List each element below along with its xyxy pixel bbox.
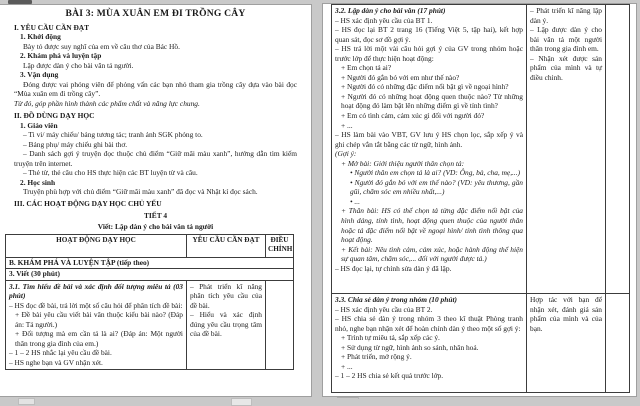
activity-line: + Đề bài yêu cầu viết bài văn thuộc kiểu bài nào? (Đáp án: Tả người.): [15, 310, 183, 329]
header-hoat-dong: HOẠT ĐỘNG DẠY HỌC: [6, 234, 187, 257]
activity-line: + Người đó có những đặc điểm nổi bật gì về ngoại hình?: [341, 82, 509, 92]
list-item: – Bảng phụ/ máy chiếu ghi bài thơ.: [23, 139, 128, 149]
note-paragraph: Từ đó, góp phần hình thành các phẩm chất và năng lực chung.: [14, 98, 200, 108]
activity-line: + Người đó có những hoạt động quen thuộc nào? Từ những hoạt động đó làm bật lên những điểm gì về tính tình?: [341, 91, 523, 111]
activity-line: + Thân bài: HS có thể chọn tả từng đặc điểm nổi bật của hình dáng, tính tình, hoạt động quen thuộc của người thân hoặc tả đặc điểm nổi bật về ngoại hình/ tính tình thông qua hoạt động.: [341, 206, 523, 245]
activity-line: + Sử dụng từ ngữ, hình ảnh so sánh, nhân hoá.: [341, 342, 479, 352]
left-page: [0, 4, 312, 397]
activity-line: (Gợi ý:: [335, 149, 357, 159]
activity-line: – 1 – 2 HS nhắc lại yêu cầu đề bài.: [9, 348, 112, 358]
next-page-corner-fragment: [18, 398, 35, 405]
goal-line: – Hiểu và xác định đúng yêu cầu trọng tâm của đề bài.: [190, 310, 262, 339]
subheading-hoc-sinh: 2. Học sinh: [20, 177, 56, 187]
goal-line: – Nhận xét được sản phẩm của mình và tự điều chỉnh.: [530, 53, 602, 82]
paragraph: Truyện phù hợp với chủ điểm “Giữ mãi màu xanh” đã đọc và Nhật kí đọc sách.: [23, 187, 258, 197]
activity-line: + Mở bài: Giới thiệu người thân chọn tả:: [341, 158, 465, 168]
activity-line: + Trình tự miêu tả, sắp xếp các ý.: [341, 333, 440, 343]
subheading-giao-vien: 1. Giáo viên: [20, 120, 58, 130]
subheading-kham-pha: 2. Khám phá và luyện tập: [20, 51, 102, 61]
activity-cell-3-2: [332, 5, 527, 294]
section-2-heading: II. ĐỒ DÙNG DẠY HỌC: [14, 110, 95, 120]
tiet-heading: TIẾT 4: [143, 210, 168, 220]
activity-line: + ...: [341, 361, 353, 371]
paragraph: Lập được dàn ý cho bài văn tả người.: [23, 60, 134, 70]
activity-line: + Người đó gắn bó với em như thế nào?: [341, 72, 460, 82]
activity-cell-3-1: [6, 280, 187, 369]
table-row: [332, 5, 630, 294]
section-1-heading: I. YÊU CẦU CẦN ĐẠT: [14, 22, 90, 32]
paragraph: Bày tỏ được suy nghĩ của em về câu thơ của Bác Hồ.: [23, 41, 180, 51]
adjust-cell-3-2: [606, 5, 630, 294]
adjust-cell-3-3: [606, 294, 630, 393]
activity-line: + ...: [341, 120, 353, 130]
table-row: [6, 280, 294, 369]
subheading-van-dung: 3. Vận dụng: [20, 70, 59, 80]
table-row: [6, 269, 294, 281]
table-row: [332, 294, 630, 393]
activity-line: 3.2. Lập dàn ý cho bài văn (17 phút): [335, 6, 446, 15]
activity-line: + Kết bài: Nêu tình cảm, cảm xúc, hoặc hành động thể hiện sự quan tâm, chăm sóc,... đối với người được tả.): [341, 244, 523, 264]
activity-cell-3-3: [332, 294, 527, 393]
list-item: – Danh sách gợi ý truyện đọc thuộc chủ điểm “Giữ mãi màu xanh”, hướng dẫn tìm kiếm truyện trên internet.: [14, 149, 297, 168]
section-3-heading: III. CÁC HOẠT ĐỘNG DẠY HỌC CHỦ YẾU: [14, 199, 162, 209]
activity-line: – 1 – 2 HS chia sẻ kết quả trước lớp.: [335, 371, 444, 381]
header-yeu-cau: YÊU CẦU CẦN ĐẠT: [187, 234, 266, 257]
activity-line: – HS làm bài vào VBT, GV lưu ý HS chọn lọc, sắp xếp ý và ghi chép vắn tắt bằng các từ ngữ, hình ảnh.: [335, 130, 523, 149]
activity-line: • Người đó gắn bó với em thế nào? (VD: yêu thương, gần gũi, chăm sóc em nhiều nhất,...): [350, 177, 523, 197]
goal-line: – Phát triển kĩ năng lập dàn ý.: [530, 6, 602, 25]
doc-title: BÀI 3: MÙA XUÂN EM ĐI TRỒNG CÂY: [65, 8, 246, 19]
phase-row-label: B. KHÁM PHÁ VÀ LUYỆN TẬP (tiếp theo): [6, 257, 294, 269]
activity-line: + Đối tượng mà em cần tả là ai? (Đáp án: Một người thân trong gia đình của em.): [15, 329, 183, 348]
list-item: – Ti vi/ máy chiếu/ bảng tương tác; tranh ảnh SGK phóng to.: [23, 130, 203, 140]
goal-cell-3-2: [527, 5, 606, 294]
header-dieu-chinh: ĐIỀU CHỈNH: [266, 234, 294, 257]
step-row-label: 3. Viết (30 phút): [6, 269, 294, 281]
list-item: – Thẻ từ, thẻ câu cho HS thực hiện các BT luyện từ và câu.: [23, 168, 198, 178]
activity-line: • ...: [350, 196, 360, 206]
activity-line: – HS đọc lại, tự chỉnh sửa dàn ý đã lập.: [335, 263, 452, 273]
activity-line: + Em có tình cảm, cảm xúc gì đối với người đó?: [341, 111, 485, 121]
activity-line: 3.1. Tìm hiểu đề bài và xác định đối tượng miêu tả (03 phút): [9, 281, 183, 301]
activity-line: – HS xác định yêu cầu của BT 1.: [335, 15, 433, 25]
activity-line: – HS chia sẻ dàn ý trong nhóm 3 theo kĩ thuật Phòng tranh nhỏ, nghe bạn nhận xét để hoàn chỉnh dàn ý theo một số gợi ý:: [335, 314, 523, 333]
activity-line: + Phát triển, mở rộng ý.: [341, 352, 412, 362]
activity-line: 3.3. Chia sẻ dàn ý trong nhóm (10 phút): [335, 295, 457, 304]
lesson-activity-table-continued: [331, 4, 630, 393]
activity-line: + Em chọn tả ai?: [341, 63, 392, 73]
table-caption: Viết: Lập dàn ý cho bài văn tả người: [97, 221, 214, 231]
lesson-activity-table: [5, 234, 294, 370]
right-page: [322, 3, 637, 397]
activity-line: – HS xác định yêu cầu của BT 2.: [335, 304, 433, 314]
adjust-cell-3-1: [266, 280, 294, 369]
activity-line: – HS trả lời một vài câu hỏi gợi ý của GV trong nhóm hoặc trước lớp để thực hiện hoạt động:: [335, 44, 523, 63]
table-header-row: [6, 234, 294, 257]
paragraph: Đóng được vai phóng viên để phỏng vấn các bạn nhỏ tham gia trồng cây dựa vào bài đọc “Mùa xuân em đi trồng cây”.: [14, 79, 297, 99]
footnote-rule-fragment: [337, 397, 359, 398]
activity-line: – HS đọc lại BT 2 trang 16 (Tiếng Việt 5, tập hai), kết hợp quan sát, đọc sơ đồ gợi ý.: [335, 25, 523, 44]
goal-line: – Lập được dàn ý cho bài văn tả một người thân trong gia đình em.: [530, 25, 602, 54]
goal-cell-3-1: [187, 280, 266, 369]
goal-line: – Phát triển kĩ năng phân tích yêu cầu của đề bài.: [190, 281, 262, 310]
table-row: [6, 257, 294, 269]
activity-line: • Người thân em chọn tả là ai? (VD: Ông, bà, cha, mẹ,...): [350, 168, 521, 178]
goal-line: Hợp tác với bạn để nhận xét, đánh giá sản phẩm của mình và của bạn.: [530, 295, 602, 333]
goal-cell-3-3: [527, 294, 606, 393]
subheading-khoi-dong: 1. Khởi động: [20, 32, 61, 42]
activity-line: – HS nghe bạn và GV nhận xét.: [9, 357, 103, 367]
activity-line: – HS đọc đề bài, trả lời một số câu hỏi để phân tích đề bài:: [9, 300, 183, 310]
